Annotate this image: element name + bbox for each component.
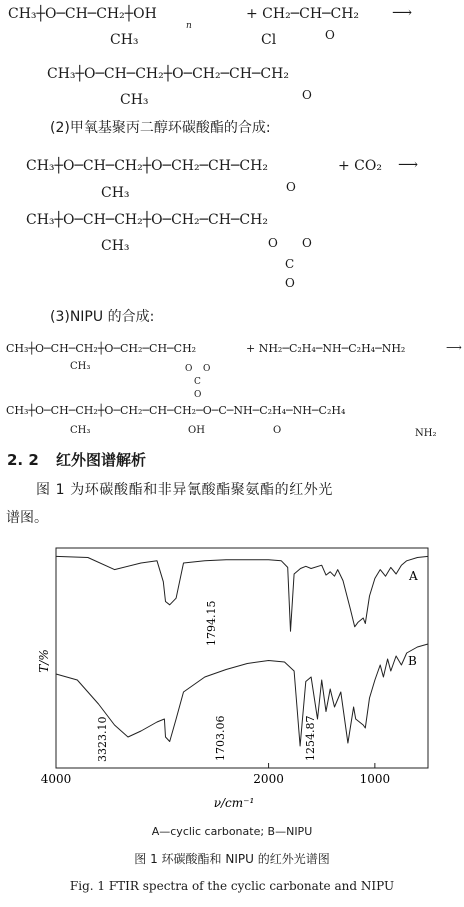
reaction1-chlorine: Cl — [261, 32, 277, 48]
x-tick-label: 2000 — [253, 772, 284, 786]
annotation-3323: 3323.10 — [96, 716, 109, 762]
y-axis-label: T/% — [37, 649, 51, 673]
reaction3-reactant-methyl: CH₃ — [70, 361, 91, 372]
reaction2-product: CH₃┼O─CH─CH₂┼O─CH₂─CH─CH₂ — [26, 212, 268, 228]
reaction1-arrow: ⟶ — [392, 5, 413, 21]
reaction2-carbonyl-o: O — [285, 276, 295, 290]
reaction2-ring-c: C — [285, 257, 295, 271]
section-number: 2. 2 — [7, 451, 39, 469]
step3-title: (3)NIPU 的合成: — [50, 309, 155, 325]
reaction3-ring-o1: O — [185, 364, 193, 374]
reaction3-product-hydroxyl: OH — [188, 425, 205, 436]
reaction3-arrow: ⟶ — [446, 341, 462, 354]
reaction3-reactant: CH₃┼O─CH─CH₂┼O─CH₂─CH─CH₂ — [6, 342, 197, 355]
reaction3-product-carbonyl-o: O — [273, 425, 282, 436]
x-axis-label: ν/cm⁻¹ — [213, 796, 255, 810]
reaction3-product-methyl: CH₃ — [70, 425, 91, 436]
series-line-a — [56, 556, 428, 631]
reaction2-reagent: + CO₂ — [338, 158, 382, 174]
series-line-b — [56, 644, 428, 746]
x-axis-ticks — [41, 763, 390, 786]
reaction3-carbonyl-o: O — [194, 390, 202, 400]
reaction1-product-methyl: CH₃ — [120, 92, 149, 108]
reaction2-arrow: ⟶ — [398, 157, 419, 173]
x-tick-label: 4000 — [40, 772, 72, 786]
reaction2-product-methyl: CH₃ — [101, 238, 130, 254]
x-tick-label: 1000 — [359, 772, 391, 786]
paragraph-line1: 图 1 为环碳酸酯和非异氰酸酯聚氨酯的红外光 — [36, 482, 334, 498]
reaction2-reactant-methyl: CH₃ — [101, 185, 130, 201]
reaction1-reactant1-methyl: CH₃ — [110, 32, 139, 48]
step2-title: (2)甲氧基聚丙二醇环碳酸酯的合成: — [50, 120, 271, 136]
reaction3-product-amine: NH₂ — [415, 428, 437, 439]
reaction1-reactant2: + CH₂─CH─CH₂ — [246, 6, 360, 22]
ftir-chart — [0, 538, 464, 848]
annotation-1254: 1254.87 — [304, 715, 317, 761]
reaction3-reagent: + NH₂─C₂H₄─NH─C₂H₄─NH₂ — [246, 342, 406, 355]
reaction1-n: n — [186, 21, 192, 31]
figure-caption-cn: 图 1 环碳酸酯和 NIPU 的红外光谱图 — [134, 852, 330, 866]
reaction3-ring-c: C — [194, 377, 201, 387]
series-a-label: A — [409, 569, 418, 583]
series-b-label: B — [408, 654, 417, 668]
figure-legend: A—cyclic carbonate; B—NIPU — [151, 825, 313, 838]
figure-caption-en: Fig. 1 FTIR spectra of the cyclic carbonate and NIPU — [69, 879, 395, 893]
annotation-1703: 1703.06 — [214, 715, 227, 761]
reaction2-ring-o2: O — [302, 236, 312, 250]
paragraph-line2: 谱图。 — [6, 510, 48, 526]
series-group — [56, 556, 428, 746]
reaction3-ring-o2: O — [203, 364, 211, 374]
reaction1-reactant1: CH₃┼O─CH─CH₂┼OH — [8, 6, 157, 22]
reaction2-ring-o1: O — [268, 236, 278, 250]
reaction2-reactant: CH₃┼O─CH─CH₂┼O─CH₂─CH─CH₂ — [26, 158, 268, 174]
plot-frame — [56, 548, 428, 768]
reaction1-product-ring-o: O — [302, 88, 312, 102]
annotation-1794: 1794.15 — [205, 600, 218, 646]
reaction1-ring-o: O — [325, 28, 335, 42]
reaction2-ring-o: O — [286, 180, 296, 194]
reaction3-product: CH₃┼O─CH─CH₂┼O─CH₂─CH─CH₂─O─C─NH─C₂H₄─NH─C₂H₄ — [6, 404, 346, 417]
section-title: 红外图谱解析 — [56, 451, 147, 469]
reaction1-product: CH₃┼O─CH─CH₂┼O─CH₂─CH─CH₂ — [47, 66, 289, 82]
